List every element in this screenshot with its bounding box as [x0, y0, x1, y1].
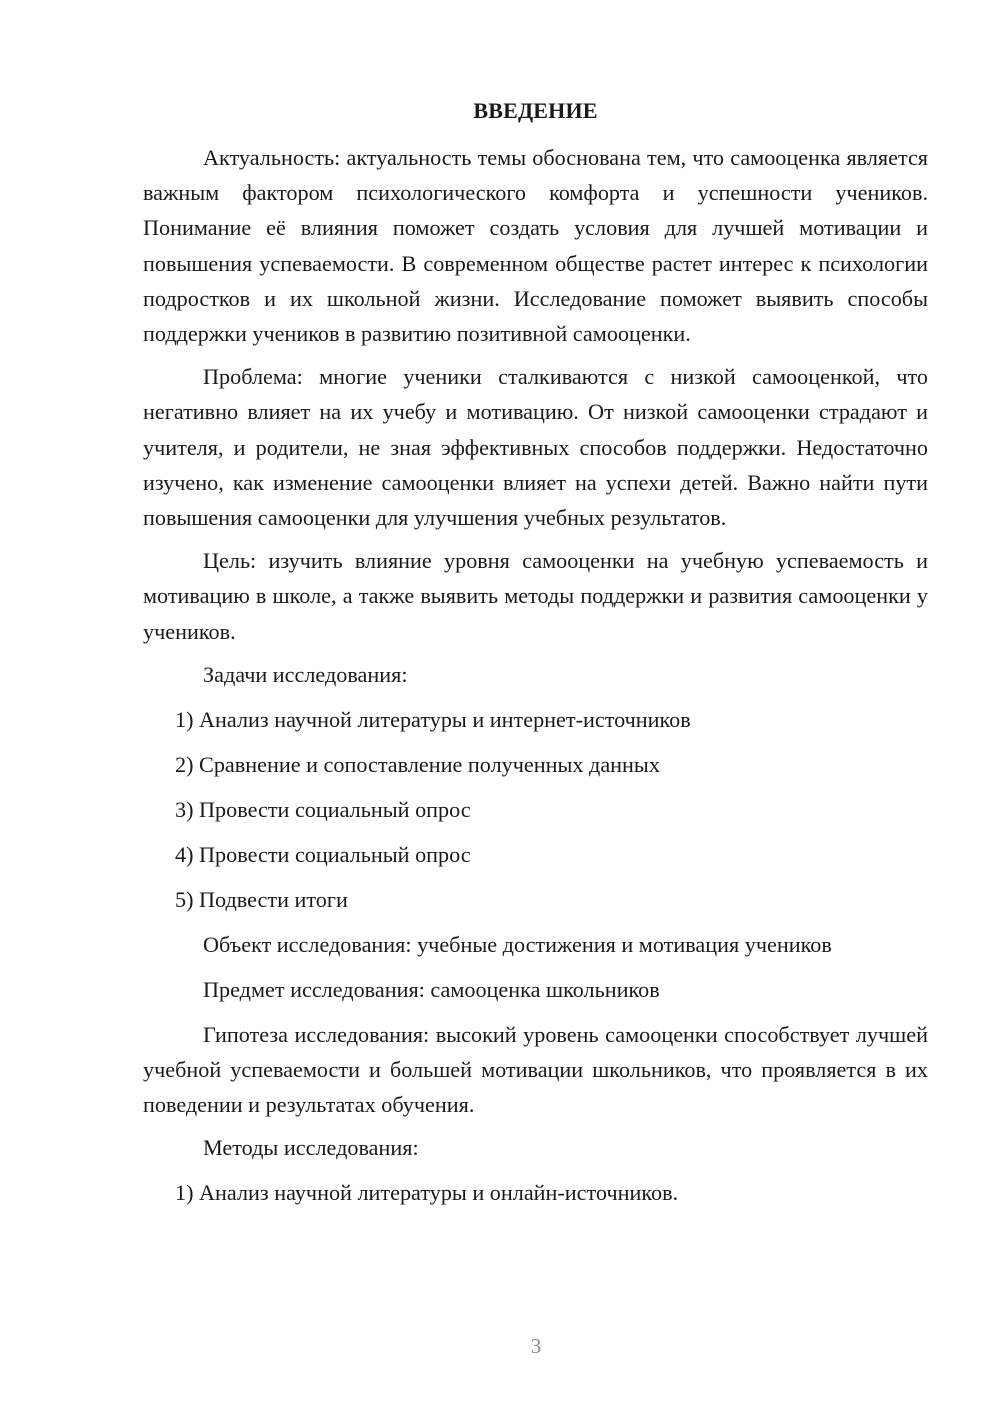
page-number: 3: [530, 1334, 542, 1358]
methods-title: Методы исследования:: [203, 1135, 419, 1161]
goal-paragraph: Цель: изучить влияние уровня самооценки на учебную успеваемость и мотивацию в школе, а также выявить методы поддержки и развития самооценки у учеников.: [143, 548, 928, 644]
relevance-paragraph: Актуальность: актуальность темы обоснована тем, что самооценка является важным фактором психологического комфорта и успешности учеников. Понимание её влияния поможет создать условия для лучшей мотивации и повышения успеваемости. В современном обществе растет интерес к психологии подростков и их школьной жизни. Исследование поможет выявить способы поддержки учеников в развитию позитивной самооценки.: [143, 145, 928, 347]
methods-list: [143, 1175, 928, 1210]
method-item: 1) Анализ научной литературы и онлайн-источников.: [175, 1180, 679, 1206]
task-item: 2) Сравнение и сопоставление полученных данных: [175, 751, 660, 777]
task-item: 3) Провести социальный опрос: [175, 796, 471, 822]
hypothesis-paragraph: Гипотеза исследования: высокий уровень самооценки способствует лучшей учебной успеваемости и большей мотивации школьников, что проявляется в их поведении и результатах обучения.: [143, 1021, 928, 1118]
task-item: 1) Анализ научной литературы и интернет-источников: [175, 706, 691, 732]
task-item: 4) Провести социальный опрос: [175, 841, 471, 867]
research-object: Объект исследования: учебные достижения и мотивация учеников: [203, 931, 832, 957]
research-subject: Предмет исследования: самооценка школьников: [203, 976, 660, 1002]
tasks-list: [143, 702, 928, 917]
page-content: [143, 96, 928, 1220]
section-heading: ВВЕДЕНИЕ: [473, 98, 598, 123]
problem-paragraph: Проблема: многие ученики сталкиваются с низкой самооценкой, что негативно влияет на их учебу и мотивацию. От низкой самооценки страдают и учителя, и родители, не зная эффективных способов поддержки. Недостаточно изучено, как изменение самооценки влияет на успехи детей. Важно найти пути повышения самооценки для улучшения учебных результатов.: [143, 364, 928, 531]
task-item: 5) Подвести итоги: [175, 886, 348, 912]
tasks-title: Задачи исследования:: [203, 661, 408, 687]
